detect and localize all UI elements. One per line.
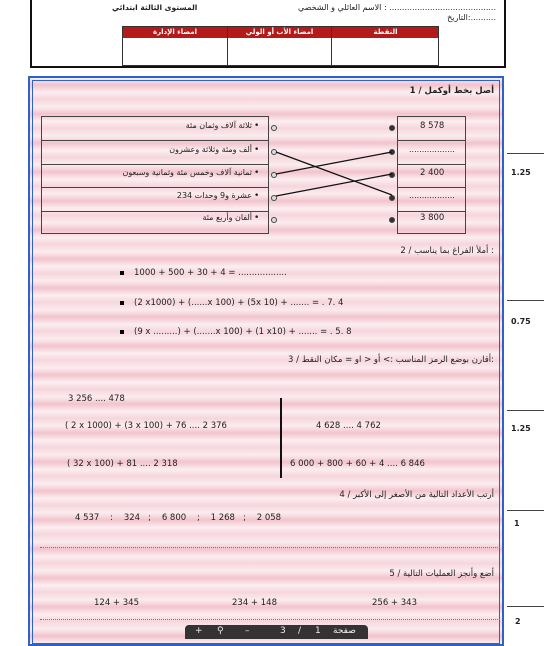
bullet-icon: • (254, 145, 260, 155)
number-item: 8 578 (420, 121, 445, 131)
score-divider (507, 410, 544, 411)
comparison-item: 6 000 + 800 + 60 + 4 .... 6 846 (290, 459, 425, 469)
answer-line[interactable] (40, 619, 500, 620)
score-ex4: 1 (514, 519, 520, 528)
score-ex2: 0.75 (511, 317, 531, 326)
row-divider (42, 164, 268, 165)
connector-dot[interactable] (389, 217, 395, 223)
connector-dot[interactable] (271, 217, 277, 223)
bullet-icon: • (254, 168, 260, 178)
ex2-line: (2 x1000) + (......x 100) + (5x 10) + ....... = . 7. 4 (120, 298, 343, 308)
zoom-in-button[interactable]: + (195, 626, 203, 636)
number-item: .................. (409, 191, 455, 200)
bullet-icon (120, 330, 124, 334)
page-separator: / (298, 626, 302, 636)
page-total: 3 (280, 626, 286, 636)
bullet-icon (120, 301, 124, 305)
parent-signature-header: امضاء الأب أو الولي (245, 28, 314, 36)
word-item: ثمانية آلاف وخمس مئة وثمانية وسبعون (122, 168, 252, 177)
date-label: التاريخ:.......... (447, 13, 496, 22)
ordering-numbers: 4 537 : 324 ; 6 800 ; 1 268 ; 2 058 (75, 513, 282, 523)
score-ex3: 1.25 (511, 424, 531, 433)
ex2-line: (9 x .........) + (.......x 100) + (1 x10) + ....... = . 5. 8 (120, 327, 352, 337)
ex4-title: 4 / أرتب الأعداد التالية من الأصغر إلى الأكبر (339, 490, 494, 500)
ex2-line: 1000 + 500 + 30 + 4 = .................. (120, 268, 287, 278)
operation-item: 234 + 148 (232, 598, 277, 608)
ex1-title: 1 / أصل بخط أوكمل (409, 86, 494, 96)
number-item: .................. (409, 145, 455, 154)
matching-lines (270, 140, 400, 210)
operation-item: 124 + 345 (94, 598, 139, 608)
ex2-title: 2 / أملأ الفراغ بما يناسب : (400, 246, 494, 256)
header-box (30, 0, 506, 68)
comparison-item: ( 32 x 100) + 81 .... 2 318 (67, 459, 178, 469)
word-item: ألفان وأربع مئة (202, 213, 252, 222)
search-icon[interactable]: ⚲ (217, 626, 224, 636)
bullet-icon: • (254, 213, 260, 223)
score-divider (507, 606, 544, 607)
score-ex5: 2 (515, 617, 521, 626)
admin-signature-header: امضاء الإدارة (152, 28, 198, 36)
row-divider (398, 140, 465, 141)
comparison-item: 4 628 .... 4 762 (316, 421, 381, 431)
comparison-item: 3 256 .... 478 (68, 394, 125, 404)
grade-header: النقطة (373, 28, 398, 36)
answer-line[interactable] (40, 547, 500, 548)
row-divider (398, 187, 465, 188)
word-item: ألف ومئة وثلاثة وعشرون (169, 145, 252, 154)
bullet-icon: • (254, 191, 260, 201)
page-current[interactable]: 1 (315, 626, 321, 636)
score-ex1: 1.25 (511, 168, 531, 177)
score-divider (507, 300, 544, 301)
number-item: 3 800 (420, 213, 445, 223)
row-divider (42, 211, 268, 212)
connector-dot[interactable] (389, 125, 395, 131)
name-label: الاسم العائلي و الشخصي : .......................................... (298, 3, 496, 12)
score-divider (507, 153, 544, 154)
operation-item: 256 + 343 (372, 598, 417, 608)
ex3-title: 3 / أقارن بوضع الرمز المناسب :> أو < او = مكان النقط: (288, 355, 494, 365)
comparison-item: ( 2 x 1000) + (3 x 100) + 76 .... 2 376 (65, 421, 227, 431)
number-item: 2 400 (420, 168, 445, 178)
level-label: المستوى الثالثة ابتدائي (112, 3, 198, 12)
ex5-title: 5 / أضع وأنجز العمليات التالية (389, 569, 494, 579)
connector-dot[interactable] (271, 125, 277, 131)
grading-table (122, 26, 439, 66)
word-item: 234 عشرة و9 وحدات (176, 191, 252, 200)
comparison-divider (280, 398, 282, 478)
page-label: صفحة (333, 626, 356, 636)
row-divider (398, 164, 465, 165)
row-divider (398, 211, 465, 212)
score-divider (507, 510, 544, 511)
bullet-icon: • (254, 121, 260, 131)
zoom-out-button[interactable]: – (245, 626, 250, 636)
word-item: ثلاثة آلاف وثمان مئة (185, 121, 252, 130)
row-divider (42, 187, 268, 188)
bullet-icon (120, 271, 124, 275)
row-divider (42, 140, 268, 141)
